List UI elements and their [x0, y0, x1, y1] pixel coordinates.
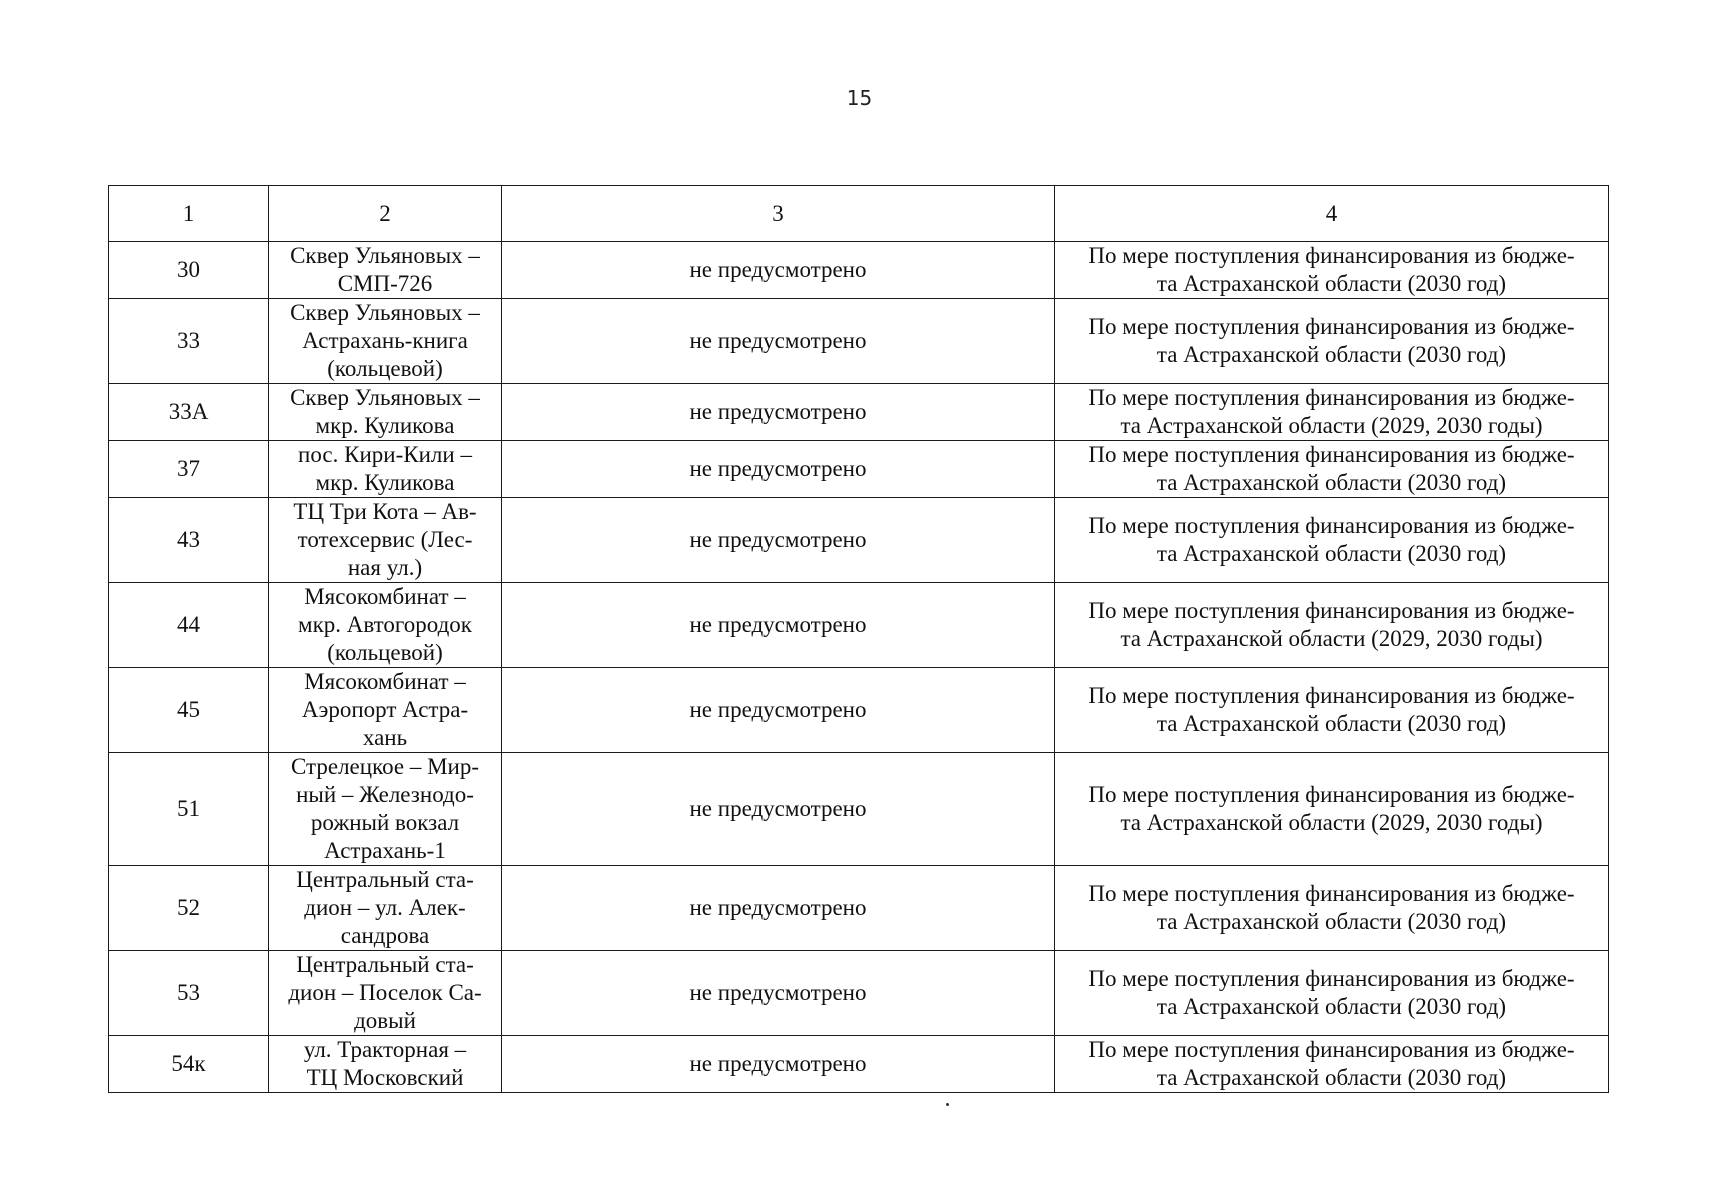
route-note: По мере поступления финансирования из бюдже- та Астраханской области (2030 год)	[1055, 951, 1609, 1036]
route-status: не предусмотрено	[502, 668, 1055, 753]
route-name: Сквер Ульяновых – Астрахань-книга (кольцевой)	[269, 299, 502, 384]
table-header	[109, 186, 1609, 242]
route-status: не предусмотрено	[502, 866, 1055, 951]
route-number: 33А	[109, 384, 269, 441]
page-number: 15	[846, 86, 873, 110]
route-note: По мере поступления финансирования из бюдже- та Астраханской области (2029, 2030 годы)	[1055, 753, 1609, 866]
table-row	[109, 583, 1609, 668]
route-status: не предусмотрено	[502, 441, 1055, 498]
header-col-1: 1	[109, 186, 269, 242]
route-name: Сквер Ульяновых – СМП-726	[269, 242, 502, 299]
route-name: Центральный ста- дион – ул. Алек- сандрова	[269, 866, 502, 951]
route-number: 33	[109, 299, 269, 384]
route-number: 52	[109, 866, 269, 951]
route-status: не предусмотрено	[502, 951, 1055, 1036]
header-row	[109, 186, 1609, 242]
route-note: По мере поступления финансирования из бюдже- та Астраханской области (2030 год)	[1055, 299, 1609, 384]
route-number: 51	[109, 753, 269, 866]
scan-speck	[946, 1103, 949, 1106]
route-number: 43	[109, 498, 269, 583]
table-row	[109, 384, 1609, 441]
header-col-4: 4	[1055, 186, 1609, 242]
route-note: По мере поступления финансирования из бюдже- та Астраханской области (2030 год)	[1055, 1036, 1609, 1093]
table-row	[109, 668, 1609, 753]
route-status: не предусмотрено	[502, 753, 1055, 866]
route-note: По мере поступления финансирования из бюдже- та Астраханской области (2029, 2030 годы)	[1055, 384, 1609, 441]
route-name: Центральный ста- дион – Поселок Са- довый	[269, 951, 502, 1036]
route-number: 44	[109, 583, 269, 668]
route-status: не предусмотрено	[502, 1036, 1055, 1093]
route-name: Мясокомбинат – Аэропорт Астра- хань	[269, 668, 502, 753]
route-note: По мере поступления финансирования из бюдже- та Астраханской области (2030 год)	[1055, 498, 1609, 583]
route-number: 53	[109, 951, 269, 1036]
table-row	[109, 441, 1609, 498]
route-name: ул. Тракторная – ТЦ Московский	[269, 1036, 502, 1093]
route-status: не предусмотрено	[502, 242, 1055, 299]
routes-table	[108, 185, 1609, 1093]
table-row	[109, 951, 1609, 1036]
route-name: Мясокомбинат – мкр. Автогородок (кольцевой)	[269, 583, 502, 668]
route-status: не предусмотрено	[502, 498, 1055, 583]
header-col-3: 3	[502, 186, 1055, 242]
route-number: 30	[109, 242, 269, 299]
route-status: не предусмотрено	[502, 384, 1055, 441]
route-name: ТЦ Три Кота – Ав- тотехсервис (Лес- ная ул.)	[269, 498, 502, 583]
table-row	[109, 498, 1609, 583]
table-row	[109, 866, 1609, 951]
header-col-2: 2	[269, 186, 502, 242]
route-note: По мере поступления финансирования из бюдже- та Астраханской области (2030 год)	[1055, 668, 1609, 753]
route-name: Сквер Ульяновых – мкр. Куликова	[269, 384, 502, 441]
route-number: 54к	[109, 1036, 269, 1093]
table-row	[109, 753, 1609, 866]
route-number: 45	[109, 668, 269, 753]
route-name: пос. Кири-Кили – мкр. Куликова	[269, 441, 502, 498]
route-note: По мере поступления финансирования из бюдже- та Астраханской области (2030 год)	[1055, 441, 1609, 498]
route-note: По мере поступления финансирования из бюдже- та Астраханской области (2029, 2030 годы)	[1055, 583, 1609, 668]
table-row	[109, 242, 1609, 299]
table-row	[109, 299, 1609, 384]
route-note: По мере поступления финансирования из бюдже- та Астраханской области (2030 год)	[1055, 866, 1609, 951]
route-number: 37	[109, 441, 269, 498]
route-name: Стрелецкое – Мир- ный – Железнодо- рожный вокзал Астрахань-1	[269, 753, 502, 866]
table-row	[109, 1036, 1609, 1093]
route-note: По мере поступления финансирования из бюдже- та Астраханской области (2030 год)	[1055, 242, 1609, 299]
route-status: не предусмотрено	[502, 583, 1055, 668]
table-body	[109, 242, 1609, 1093]
route-status: не предусмотрено	[502, 299, 1055, 384]
